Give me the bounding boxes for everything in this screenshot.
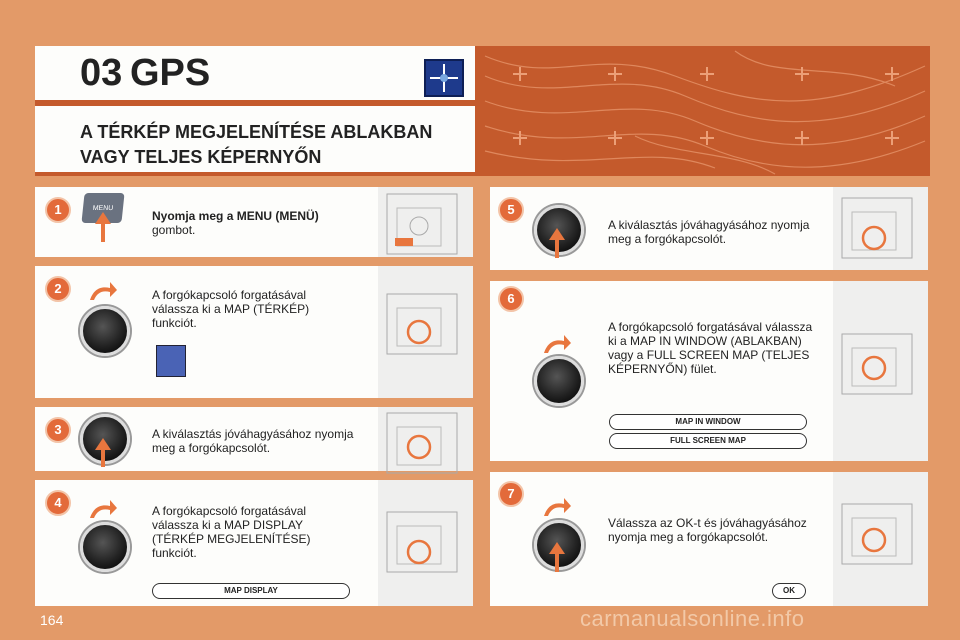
radio-panel-icon [840, 194, 920, 264]
press-arrow-icon [549, 542, 565, 554]
section-title-line1: A TÉRKÉP MEGJELENÍTÉSE ABLAKBAN [80, 122, 433, 142]
step-6-text: A forgókapcsoló forgatásával válassza ki a MAP IN WINDOW (ABLAKBAN) vagy a FULL SCREEN MAP (TELJES KÉPERNYŐN) fület. [608, 320, 813, 376]
step-2-badge: 2 [45, 276, 71, 302]
step-4-text: A forgókapcsoló forgatásával válassza ki a MAP DISPLAY (TÉRKÉP MEGJELENÍTÉSE) funkciót. [152, 504, 311, 560]
rotary-knob-icon [80, 522, 130, 572]
step-1-text [152, 209, 362, 237]
menu-button-label: MENU [92, 205, 114, 212]
press-arrow-stem [555, 240, 559, 258]
press-arrow-stem [555, 554, 559, 572]
rotate-arrow-icon [88, 498, 118, 520]
map-menu-icon [156, 345, 186, 377]
press-arrow-icon [549, 228, 565, 240]
map-in-window-pill: MAP IN WINDOW [609, 414, 807, 430]
section-title [80, 120, 470, 170]
press-arrow-icon [95, 438, 111, 450]
chapter-number: 03 [80, 52, 123, 94]
radio-panel-icon [840, 330, 920, 400]
step-2-text: A forgókapcsoló forgatásával válassza ki a MAP (TÉRKÉP) funkciót. [152, 288, 310, 330]
radio-panel-icon [385, 409, 465, 479]
radio-panel-icon [385, 290, 465, 360]
step-7-badge: 7 [498, 481, 524, 507]
step-5-badge: 5 [498, 197, 524, 223]
rotary-knob-icon [80, 306, 130, 356]
step-3-text: A kiválasztás jóváhagyásához nyomja meg a forgókapcsolót. [152, 427, 354, 455]
step-7-text: Válassza az OK-t és jóváhagyásához nyomja meg a forgókapcsolót. [608, 516, 807, 544]
rotate-arrow-icon [88, 280, 118, 302]
step-1-bold: Nyomja meg a MENU (MENÜ) [152, 209, 319, 223]
rotary-knob-icon [534, 356, 584, 406]
radio-panel-icon [840, 500, 920, 570]
page-number: 164 [40, 612, 64, 628]
full-screen-map-pill: FULL SCREEN MAP [609, 433, 807, 449]
press-arrow-stem [101, 224, 105, 242]
step-5-text: A kiválasztás jóváhagyásához nyomja meg a forgókapcsolót. [608, 218, 810, 246]
radio-panel-icon [385, 508, 465, 578]
gps-crosshair-icon [424, 59, 464, 97]
watermark: carmanualsonline.info [580, 606, 805, 631]
step-1-rest: gombot. [152, 223, 196, 237]
rotate-arrow-icon [542, 333, 572, 355]
press-arrow-icon [95, 212, 111, 224]
radio-panel-icon [385, 190, 465, 260]
step-1-badge: 1 [45, 197, 71, 223]
press-arrow-stem [101, 450, 105, 467]
step-3-badge: 3 [45, 417, 71, 443]
ok-pill: OK [772, 583, 806, 599]
step-4-badge: 4 [45, 490, 71, 516]
rotate-arrow-icon [542, 496, 572, 518]
step-6-badge: 6 [498, 286, 524, 312]
section-title-line2: VAGY TELJES KÉPERNYŐN [80, 147, 322, 167]
chapter-title: GPS [130, 52, 211, 94]
map-display-pill: MAP DISPLAY [152, 583, 350, 599]
